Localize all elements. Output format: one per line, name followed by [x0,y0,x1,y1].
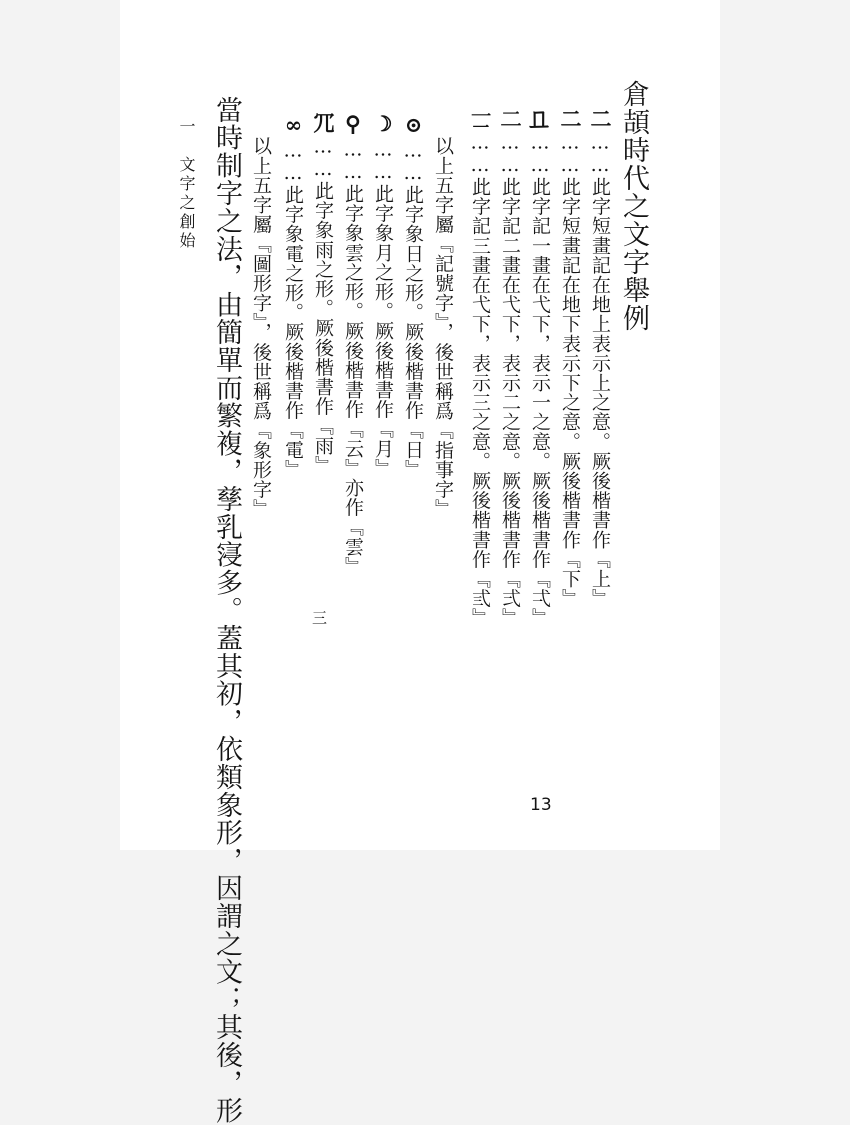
entry-text: ……此字象雲之形。厥後楷書作『云』亦作『雲』 [342,138,364,576]
sun-glyph-icon: ⊙ [401,112,426,138]
entry-yue [373,112,394,478]
ancient-glyph-shang: 二 [588,108,613,130]
section-title: 倉頡時代之文字舉例 [618,80,649,332]
entry-ri [403,112,424,479]
moon-glyph-icon: ☽ [371,112,396,137]
book-page [120,0,720,1125]
ancient-glyph-yi: 𠀃 [528,108,553,130]
cloud-glyph-icon: ⚲ [341,112,366,137]
ancient-glyph-er: 𠄞 [498,108,523,130]
entry-text: ……此字象日之形。厥後楷書作『日』 [402,139,424,479]
rain-glyph-icon: ⺴ [311,112,336,134]
entry-text: ……此字記二畫在弋下，表示二之意。厥後楷書作『弍』 [499,131,521,628]
entry-text: ……此字短畫記在地上表示上之意。厥後楷書作『上』 [589,131,611,609]
entry-er [500,108,521,628]
entry-yu [313,112,334,475]
entry-text: ……此字短畫記在地下表示下之意。厥後楷書作『下』 [559,131,581,609]
summary-zhishi: 以上五字屬『記號字』，後世稱爲『指事字』 [432,136,454,519]
entry-dian [283,112,304,479]
entry-yi [530,108,551,628]
entry-text: ……此字象月之形。厥後楷書作『月』 [372,138,394,478]
entry-text: ……此字象電之形。厥後楷書作『電』 [282,139,304,479]
page-mark: 三 [310,610,328,625]
ancient-glyph-san: 𠄟 [468,108,493,130]
entry-text: ……此字象雨之形。厥後楷書作『雨』 [312,135,334,475]
entry-xia [560,108,581,608]
entry-yun [343,112,364,576]
body-paragraph: 當時制字之法，由簡單而繁複，孳乳寖多。蓋其初，依類象形，因謂之文；其後，形 [211,96,242,1125]
entry-shang [590,108,611,608]
running-head: 一 文字之創始 [177,118,196,251]
entry-san [470,108,491,628]
entry-text: ……此字記一畫在弋下，表示一之意。厥後楷書作『弌』 [529,131,551,628]
lightning-glyph-icon: ∞ [281,112,306,138]
entry-text: ……此字記三畫在弋下，表示三之意。厥後楷書作『弎』 [469,131,491,628]
page-number: 13 [530,795,552,815]
ancient-glyph-xia: ⼆ [558,108,583,130]
summary-xiangxing: 以上五字屬『圖形字』，後世稱爲『象形字』 [250,136,272,519]
